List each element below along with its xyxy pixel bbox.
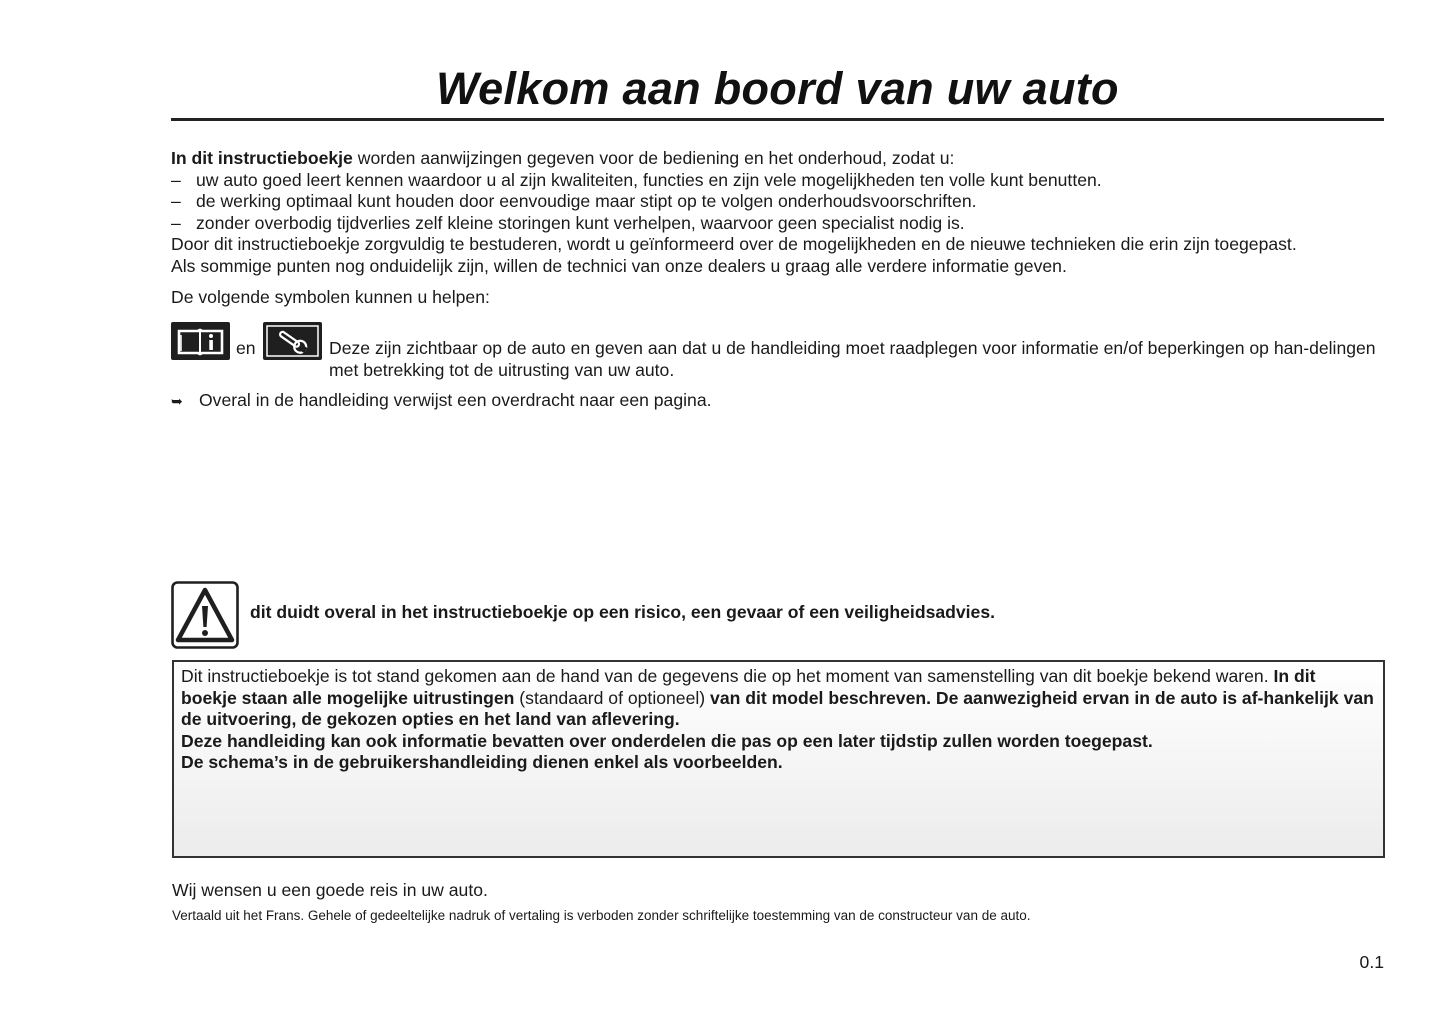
symbols-description: Deze zijn zichtbaar op de auto en geven aan dat u de handleiding moet raadplegen voor informatie en/of beperkingen op han-delingen met betrekking tot de uitrusting van uw auto. bbox=[329, 338, 1376, 380]
intro-paragraph-2: Als sommige punten nog onduidelijk zijn, willen de technici van onze dealers u graag alle verdere informatie geven. bbox=[171, 255, 1067, 276]
notice-paragraph bbox=[181, 666, 1376, 731]
notice-box bbox=[172, 660, 1385, 858]
title-divider bbox=[171, 118, 1384, 121]
notice-part1: Dit instructieboekje is tot stand gekomen aan de hand van de gegevens die op het moment van samenstelling van dit boekje bekend waren. bbox=[181, 666, 1274, 686]
list-item bbox=[171, 213, 1396, 235]
notice-line-3-text: De schema’s in de gebruikershandleiding dienen enkel als voorbeelden. bbox=[181, 752, 783, 772]
intro-section bbox=[171, 148, 1396, 277]
book-info-icon bbox=[171, 322, 230, 360]
intro-lead bbox=[171, 148, 1396, 170]
closing-wish: Wij wensen u een goede reis in uw auto. bbox=[172, 880, 488, 900]
intro-lead-rest: worden aanwijzingen gegeven voor de bediening en het onderhoud, zodat u: bbox=[352, 148, 955, 168]
page-title: Welkom aan boord van uw auto bbox=[436, 63, 1119, 114]
intro-paragraph-1: Door dit instructieboekje zorgvuldig te bestuderen, wordt u geïnformeerd over de mogelijkheden en de nieuwe technieken die erin zijn toegepast. bbox=[171, 234, 1297, 254]
notice-part2: In dit boekje staan alle mogelijke uitrustingen bbox=[181, 666, 1316, 708]
list-dash: – bbox=[171, 169, 181, 190]
notice-line-2-text: Deze handleiding kan ook informatie bevatten over onderdelen die pas op een later tijdstip zullen worden toegepast. bbox=[181, 730, 1153, 751]
intro-lead-bold: In dit instructieboekje bbox=[171, 148, 353, 168]
warning-text: dit duidt overal in het instructieboekje op een risico, een gevaar of een veiligheidsadvies. bbox=[250, 602, 996, 622]
wrench-icon bbox=[263, 322, 322, 360]
notice-line-3 bbox=[181, 752, 1376, 774]
arrow-reference-icon: ➥ bbox=[171, 393, 183, 409]
list-item-text: zonder overbodig tijdverlies zelf kleine storingen kunt verhelpen, waarvoor geen specialist nodig is. bbox=[196, 212, 965, 233]
warning-triangle-icon bbox=[171, 581, 239, 649]
page-reference-note bbox=[171, 390, 712, 413]
list-dash: – bbox=[171, 191, 181, 211]
list-item-text: de werking optimaal kunt houden door eenvoudige maar stipt op te volgen onderhoudsvoorschriften. bbox=[196, 191, 977, 211]
symbols-intro: De volgende symbolen kunnen u helpen: bbox=[171, 287, 490, 307]
notice-part3: (standaard of optioneel) bbox=[514, 687, 711, 708]
list-dash: – bbox=[171, 212, 181, 233]
page-number: 0.1 bbox=[1359, 952, 1384, 972]
notice-part4: van dit model beschreven. De aanwezigheid ervan in de auto is af-hankelijk van de uitvoering, de gekozen opties en het land van aflevering. bbox=[181, 687, 1374, 729]
list-item-text: uw auto goed leert kennen waardoor u al zijn kwaliteiten, functies en zijn vele mogelijkheden ten volle kunt benutten. bbox=[196, 169, 1102, 190]
symbols-conjunction: en bbox=[236, 338, 256, 358]
list-item bbox=[171, 170, 1396, 192]
list-item bbox=[171, 191, 1396, 213]
notice-line-2 bbox=[181, 731, 1376, 753]
translation-note: Vertaald uit het Frans. Gehele of gedeeltelijke nadruk of vertaling is verboden zonder schriftelijke toestemming van de constructeur van de auto. bbox=[172, 908, 1031, 923]
page-reference-text: Overal in de handleiding verwijst een overdracht naar een pagina. bbox=[199, 390, 712, 410]
